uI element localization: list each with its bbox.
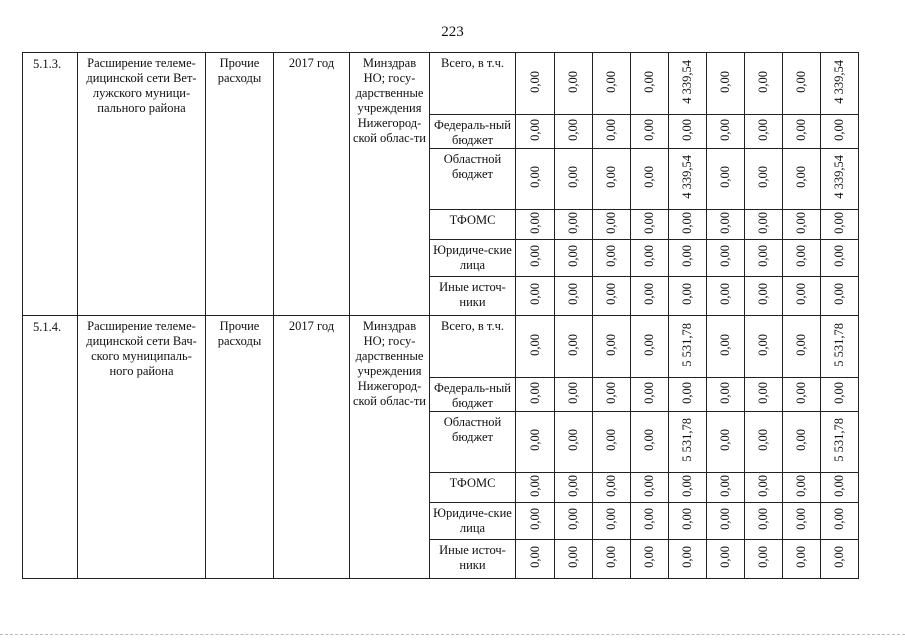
value-text: 0,00 xyxy=(832,474,846,497)
value-text: 0,00 xyxy=(642,118,656,141)
value-text: 0,00 xyxy=(756,508,770,530)
value-text: 0,00 xyxy=(642,333,656,356)
value-text: 0,00 xyxy=(718,283,732,305)
value-text: 0,00 xyxy=(718,546,732,568)
value-cell xyxy=(631,277,669,316)
value-cell xyxy=(669,53,707,115)
value-cell xyxy=(707,412,745,473)
value-text: 0,00 xyxy=(680,508,694,530)
value-text: 0,00 xyxy=(642,546,656,568)
value-text: 0,00 xyxy=(794,508,808,530)
value-cell xyxy=(631,378,669,412)
value-cell xyxy=(669,115,707,149)
value-text: 5 531,78 xyxy=(680,322,694,367)
value-text: 0,00 xyxy=(832,118,846,141)
value-cell xyxy=(516,277,555,316)
value-cell xyxy=(516,540,555,579)
value-cell xyxy=(593,503,631,540)
value-cell xyxy=(593,210,631,240)
value-cell xyxy=(783,277,821,316)
value-text: 0,00 xyxy=(680,283,694,305)
value-cell xyxy=(707,210,745,240)
executor: Минздрав НО; госу-дарственные учреждения Нижегород-ской облас-ти xyxy=(350,316,430,579)
value-cell xyxy=(555,53,593,115)
value-text: 0,00 xyxy=(527,429,542,451)
value-text: 4 339,54 xyxy=(680,59,694,104)
value-text: 0,00 xyxy=(604,333,618,356)
value-cell xyxy=(593,540,631,579)
value-text: 0,00 xyxy=(832,508,846,530)
value-text: 0,00 xyxy=(527,508,542,530)
value-text: 0,00 xyxy=(566,381,580,404)
value-cell xyxy=(631,210,669,240)
value-cell xyxy=(707,240,745,277)
value-cell xyxy=(631,503,669,540)
value-text: 0,00 xyxy=(527,381,542,404)
funding-source: Иные источ-ники xyxy=(430,540,516,579)
value-text: 0,00 xyxy=(794,333,808,356)
value-cell xyxy=(821,210,859,240)
value-cell xyxy=(821,277,859,316)
value-cell xyxy=(593,473,631,503)
value-text: 0,00 xyxy=(604,118,618,141)
value-cell xyxy=(593,277,631,316)
value-text: 0,00 xyxy=(680,211,694,234)
value-text: 0,00 xyxy=(794,381,808,404)
value-text: 0,00 xyxy=(832,381,846,404)
value-text: 0,00 xyxy=(832,546,846,568)
value-text: 0,00 xyxy=(832,283,846,305)
value-text: 0,00 xyxy=(832,245,846,267)
value-text: 0,00 xyxy=(794,546,808,568)
item-year: 2017 год xyxy=(274,53,350,316)
value-cell xyxy=(821,378,859,412)
value-text: 0,00 xyxy=(566,508,580,530)
value-text: 0,00 xyxy=(566,166,580,188)
value-text: 0,00 xyxy=(756,245,770,267)
value-cell xyxy=(555,240,593,277)
value-cell xyxy=(745,210,783,240)
page-number: 223 xyxy=(441,24,464,40)
value-cell xyxy=(707,378,745,412)
value-text: 0,00 xyxy=(527,118,542,141)
value-cell xyxy=(783,115,821,149)
value-cell xyxy=(783,149,821,210)
value-cell xyxy=(669,210,707,240)
value-text: 0,00 xyxy=(566,283,580,305)
value-cell xyxy=(821,540,859,579)
value-cell xyxy=(593,115,631,149)
value-cell xyxy=(516,473,555,503)
value-cell xyxy=(555,316,593,378)
value-text: 0,00 xyxy=(527,283,542,305)
value-text: 0,00 xyxy=(604,429,618,451)
value-text: 0,00 xyxy=(566,70,580,93)
value-text: 0,00 xyxy=(718,70,732,93)
executor: Минздрав НО; госу-дарственные учреждения Нижегород-ской облас-ти xyxy=(350,53,430,316)
value-cell xyxy=(555,412,593,473)
value-text: 0,00 xyxy=(718,333,732,356)
value-cell xyxy=(593,316,631,378)
value-cell xyxy=(669,378,707,412)
value-text: 4 339,54 xyxy=(832,59,846,104)
value-text: 0,00 xyxy=(642,166,656,188)
value-text: 0,00 xyxy=(642,474,656,497)
value-text: 0,00 xyxy=(756,283,770,305)
value-text: 0,00 xyxy=(794,70,808,93)
value-text: 0,00 xyxy=(756,381,770,404)
value-cell xyxy=(516,378,555,412)
value-cell xyxy=(631,240,669,277)
value-cell xyxy=(745,540,783,579)
value-text: 0,00 xyxy=(794,211,808,234)
value-cell xyxy=(516,503,555,540)
value-cell xyxy=(783,540,821,579)
value-text: 0,00 xyxy=(604,508,618,530)
value-text: 0,00 xyxy=(642,429,656,451)
value-text: 0,00 xyxy=(527,245,542,267)
item-name: Расширение телеме-дицинской сети Вач-ского муниципаль-ного района xyxy=(78,316,206,579)
value-text: 0,00 xyxy=(680,474,694,497)
value-cell xyxy=(516,149,555,210)
value-cell xyxy=(821,473,859,503)
value-text: 0,00 xyxy=(604,283,618,305)
value-cell xyxy=(555,473,593,503)
value-cell xyxy=(707,149,745,210)
value-cell xyxy=(593,53,631,115)
value-cell xyxy=(783,473,821,503)
value-cell xyxy=(707,115,745,149)
value-cell xyxy=(631,412,669,473)
value-text: 0,00 xyxy=(718,245,732,267)
value-cell xyxy=(555,149,593,210)
value-cell xyxy=(669,412,707,473)
value-text: 0,00 xyxy=(527,333,542,356)
value-cell xyxy=(783,503,821,540)
value-cell xyxy=(631,149,669,210)
value-text: 0,00 xyxy=(756,546,770,568)
value-text: 0,00 xyxy=(718,474,732,497)
budget-table xyxy=(22,52,859,579)
value-text: 0,00 xyxy=(642,283,656,305)
value-cell xyxy=(516,53,555,115)
value-cell xyxy=(669,240,707,277)
value-cell xyxy=(516,316,555,378)
value-cell xyxy=(821,412,859,473)
value-cell xyxy=(821,149,859,210)
value-text: 0,00 xyxy=(566,211,580,234)
funding-source: ТФОМС xyxy=(430,473,516,503)
value-cell xyxy=(821,240,859,277)
value-cell xyxy=(555,210,593,240)
value-text: 0,00 xyxy=(794,474,808,497)
value-cell xyxy=(783,412,821,473)
value-cell xyxy=(516,115,555,149)
value-text: 0,00 xyxy=(756,211,770,234)
value-text: 0,00 xyxy=(527,166,542,188)
value-cell xyxy=(783,210,821,240)
expense-type: Прочие расходы xyxy=(206,316,274,579)
value-cell xyxy=(783,378,821,412)
value-cell xyxy=(593,412,631,473)
funding-source: Федераль-ный бюджет xyxy=(430,115,516,149)
value-text: 0,00 xyxy=(604,546,618,568)
value-cell xyxy=(707,473,745,503)
funding-source: Юридиче-ские лица xyxy=(430,503,516,540)
value-text: 0,00 xyxy=(566,245,580,267)
value-text: 0,00 xyxy=(756,429,770,451)
value-text: 0,00 xyxy=(566,474,580,497)
value-cell xyxy=(707,316,745,378)
value-text: 0,00 xyxy=(642,381,656,404)
value-text: 0,00 xyxy=(604,211,618,234)
value-text: 0,00 xyxy=(527,546,542,568)
value-cell xyxy=(631,316,669,378)
funding-source: Федераль-ный бюджет xyxy=(430,378,516,412)
value-text: 0,00 xyxy=(794,245,808,267)
value-cell xyxy=(783,240,821,277)
item-year: 2017 год xyxy=(274,316,350,579)
value-cell xyxy=(631,540,669,579)
bottom-rule xyxy=(0,634,905,635)
value-text: 4 339,54 xyxy=(832,155,846,199)
value-text: 5 531,78 xyxy=(832,418,846,462)
value-cell xyxy=(821,503,859,540)
value-cell xyxy=(555,503,593,540)
value-text: 0,00 xyxy=(604,381,618,404)
value-text: 0,00 xyxy=(718,429,732,451)
value-cell xyxy=(707,277,745,316)
value-cell xyxy=(516,210,555,240)
value-text: 0,00 xyxy=(794,283,808,305)
value-cell xyxy=(555,277,593,316)
value-cell xyxy=(669,473,707,503)
value-cell xyxy=(745,53,783,115)
value-text: 0,00 xyxy=(604,474,618,497)
value-text: 0,00 xyxy=(680,381,694,404)
value-cell xyxy=(707,503,745,540)
value-cell xyxy=(555,115,593,149)
value-cell xyxy=(669,540,707,579)
value-text: 0,00 xyxy=(527,211,542,234)
value-text: 0,00 xyxy=(527,70,542,93)
item-name: Расширение телеме-дицинской сети Вет-лужского муници-пального района xyxy=(78,53,206,316)
value-text: 0,00 xyxy=(680,245,694,267)
value-text: 0,00 xyxy=(604,166,618,188)
value-text: 0,00 xyxy=(642,508,656,530)
value-cell xyxy=(669,316,707,378)
value-text: 0,00 xyxy=(642,70,656,93)
value-cell xyxy=(745,240,783,277)
value-cell xyxy=(593,149,631,210)
value-text: 0,00 xyxy=(566,118,580,141)
value-text: 0,00 xyxy=(794,166,808,188)
value-text: 0,00 xyxy=(718,381,732,404)
value-cell xyxy=(745,503,783,540)
expense-type: Прочие расходы xyxy=(206,53,274,316)
value-text: 0,00 xyxy=(794,429,808,451)
value-cell xyxy=(593,240,631,277)
value-text: 0,00 xyxy=(794,118,808,141)
funding-source: Всего, в т.ч. xyxy=(430,53,516,115)
value-cell xyxy=(669,149,707,210)
value-cell xyxy=(821,316,859,378)
value-text: 4 339,54 xyxy=(680,155,694,199)
item-number: 5.1.4. xyxy=(23,316,78,579)
value-cell xyxy=(516,240,555,277)
funding-source: Областной бюджет xyxy=(430,412,516,473)
value-cell xyxy=(745,149,783,210)
value-text: 0,00 xyxy=(756,118,770,141)
value-text: 0,00 xyxy=(566,546,580,568)
value-cell xyxy=(783,316,821,378)
value-cell xyxy=(631,115,669,149)
value-text: 0,00 xyxy=(680,118,694,141)
value-text: 0,00 xyxy=(604,245,618,267)
value-text: 5 531,78 xyxy=(680,418,694,462)
value-cell xyxy=(669,503,707,540)
value-cell xyxy=(669,277,707,316)
value-text: 0,00 xyxy=(604,70,618,93)
value-text: 0,00 xyxy=(566,429,580,451)
value-cell xyxy=(821,115,859,149)
value-cell xyxy=(745,115,783,149)
funding-source: Иные источ-ники xyxy=(430,277,516,316)
table-row xyxy=(23,316,859,378)
value-cell xyxy=(593,378,631,412)
value-cell xyxy=(745,316,783,378)
value-text: 0,00 xyxy=(756,333,770,356)
funding-source: Областной бюджет xyxy=(430,149,516,210)
value-text: 0,00 xyxy=(832,211,846,234)
value-text: 0,00 xyxy=(718,508,732,530)
value-text: 0,00 xyxy=(642,211,656,234)
value-text: 0,00 xyxy=(566,333,580,356)
value-cell xyxy=(821,53,859,115)
value-text: 0,00 xyxy=(756,474,770,497)
value-text: 5 531,78 xyxy=(832,322,846,367)
value-cell xyxy=(745,412,783,473)
funding-source: ТФОМС xyxy=(430,210,516,240)
table-row xyxy=(23,53,859,115)
funding-source: Всего, в т.ч. xyxy=(430,316,516,378)
value-cell xyxy=(631,473,669,503)
value-text: 0,00 xyxy=(718,211,732,234)
value-cell xyxy=(555,378,593,412)
value-cell xyxy=(707,540,745,579)
value-text: 0,00 xyxy=(756,166,770,188)
value-cell xyxy=(516,412,555,473)
value-text: 0,00 xyxy=(718,166,732,188)
value-cell xyxy=(745,473,783,503)
value-cell xyxy=(555,540,593,579)
value-text: 0,00 xyxy=(642,245,656,267)
value-cell xyxy=(783,53,821,115)
value-cell xyxy=(707,53,745,115)
value-text: 0,00 xyxy=(527,474,542,497)
funding-source: Юридиче-ские лица xyxy=(430,240,516,277)
value-text: 0,00 xyxy=(680,546,694,568)
value-text: 0,00 xyxy=(756,70,770,93)
value-cell xyxy=(631,53,669,115)
value-cell xyxy=(745,378,783,412)
item-number: 5.1.3. xyxy=(23,53,78,316)
value-cell xyxy=(745,277,783,316)
value-text: 0,00 xyxy=(718,118,732,141)
